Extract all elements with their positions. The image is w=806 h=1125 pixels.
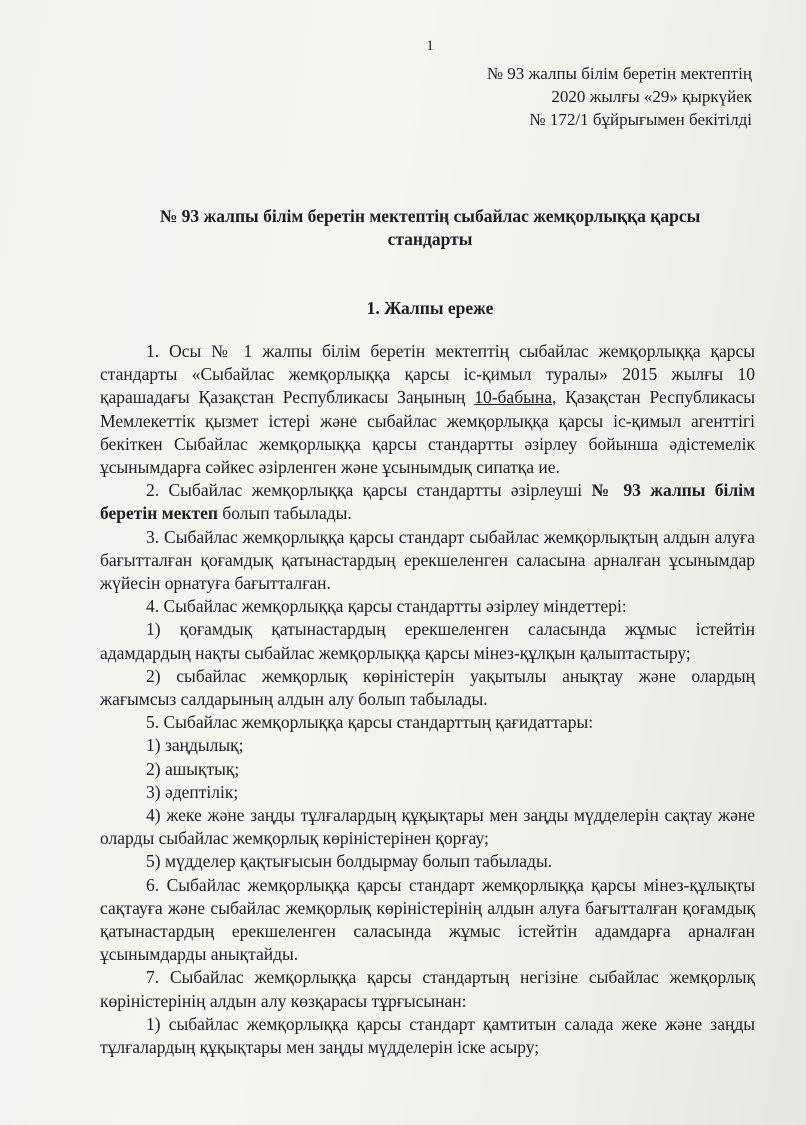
list-item: 2) сыбайлас жемқорлық көріністерін уақытылы анықтау және олардың жағымсыз салдарының алдын алу болып табылады. xyxy=(100,665,755,710)
approval-line: 2020 жылғы «29» қыркүйек xyxy=(551,87,752,106)
paragraph-text: болып табылады. xyxy=(217,503,352,524)
list-item: 3) әдептілік; xyxy=(146,781,239,802)
list-item: 2) ашықтық; xyxy=(146,758,240,779)
paragraph-4: 4. Сыбайлас жемқорлыққа қарсы стандартты әзірлеу міндеттері: xyxy=(146,596,627,617)
document-body xyxy=(100,340,755,1059)
paragraph-6: 6. Сыбайлас жемқорлыққа қарсы стандарт жемқорлыққа қарсы мінез-құлықты сақтауға және сыбайлас жемқорлық көріністерінің алдын алуға бағытталған қоғамдық қатынастардың ерекшеленген саласында жұмыс істейтін адамдарға арналған ұсынымдарды анықтайды. xyxy=(100,874,755,965)
law-article-reference: 10-бабына xyxy=(474,387,552,408)
paragraph-text: 2. Сыбайлас жемқорлыққа қарсы стандартты әзірлеуші xyxy=(146,480,592,501)
list-item: 4) жеке және заңды тұлғалардың құқықтары мен заңды мүдделерін сақтау және оларды сыбайлас жемқорлық көріністерінен қорғау; xyxy=(100,805,755,849)
page-number: 1 xyxy=(426,38,434,54)
approval-line: № 93 жалпы білім беретін мектептің xyxy=(486,64,752,83)
paragraph-1 xyxy=(100,340,755,479)
paragraph-text: , Қазақстан Республикасы Мемлекеттік қызмет істері және сыбайлас жемқорлыққа қарсы іс-қимыл агенттігі бекіткен Сыбайлас жемқорлыққа қарсы стандартты әзірлеу бойынша әдістемелік ұсынымдарға сәйкес әзірленген және ұсынымдық сипатқа ие. xyxy=(100,387,755,478)
list-item: 1) заңдылық; xyxy=(146,735,244,756)
list-item: 1) қоғамдық қатынастардың ерекшеленген саласында жұмыс істейтін адамдардың нақты сыбайлас жемқорлыққа қарсы мінез-құлқын қалыптастыру; xyxy=(100,619,755,663)
list-item: 5) мүдделер қақтығысын болдырмау болып табылады. xyxy=(146,851,553,872)
paragraph-3: 3. Сыбайлас жемқорлыққа қарсы стандарт сыбайлас жемқорлықтың алдын алуға бағытталған қоғамдық қатынастардың ерекшеленген саласына арналған ұсынымдар жүйесін орнатуға бағытталған. xyxy=(100,526,755,594)
title-line: стандарты xyxy=(387,229,473,249)
title-line: № 93 жалпы білім беретін мектептің сыбайлас жемқорлыққа қарсы xyxy=(159,206,701,226)
developer-name: № 93 жалпы білім беретін мектеп xyxy=(100,480,755,524)
paragraph-text: 1. Осы № 1 жалпы білім беретін мектептің сыбайлас жемқорлыққа қарсы стандарты «Сыбайлас жемқорлыққа қарсы іс-қимыл туралы» 2015 жылғы 10 қарашадағы Қазақстан Республикасы Заңының xyxy=(100,341,755,408)
approval-line: № 172/1 бұйрығымен бекітілді xyxy=(529,110,752,129)
section-heading: 1. Жалпы ереже xyxy=(366,298,494,318)
paragraph-7: 7. Сыбайлас жемқорлыққа қарсы стандартың негізіне сыбайлас жемқорлық көріністерінің алдын алу көзқарасы тұрғысынан: xyxy=(100,967,755,1011)
paragraph-5: 5. Сыбайлас жемқорлыққа қарсы стандарттың қағидаттары: xyxy=(146,712,594,733)
approval-block xyxy=(487,62,752,131)
list-item: 1) сыбайлас жемқорлыққа қарсы стандарт қамтитын салада жеке және заңды тұлғалардың құқықтары мен заңды мүдделерін іске асыру; xyxy=(100,1013,755,1058)
paragraph-2 xyxy=(100,479,755,525)
document-title xyxy=(70,205,790,251)
